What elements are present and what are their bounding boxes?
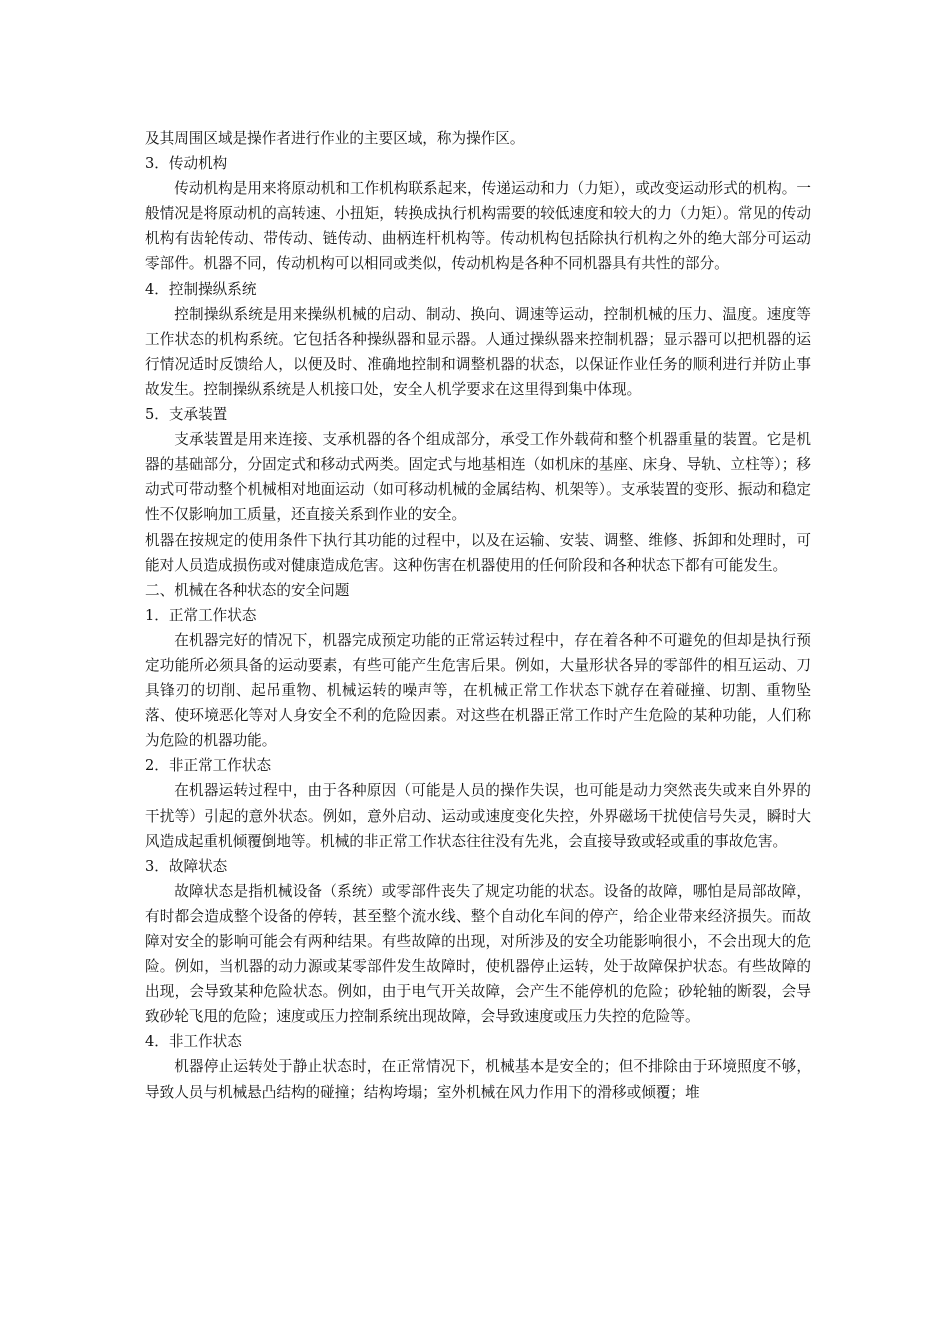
heading-support-device: 5．支承装置: [145, 406, 228, 424]
paragraph-transmission-mechanism: 传动机构是用来将原动机和工作机构联系起来，传递运动和力（力矩），或改变运动形式的机构。一般情况是将原动机的高转速、小扭矩，转换成执行机构需要的较低速度和较大的力（力矩）。常见的传动机构有齿轮传动、带传动、链传动、曲柄连杆机构等。传动机构包括除执行机构之外的绝大部分可运动零部件。机器不同，传动机构可以相同或类似，传动机构是各种不同机器具有共性的部分。: [145, 180, 811, 273]
document-body: [145, 126, 811, 1105]
paragraph-non-working-state: 机器停止运转处于静止状态时，在正常情况下，机械基本是安全的；但不排除由于环境照度不够，导致人员与机械悬凸结构的碰撞；结构垮塌；室外机械在风力作用下的滑移或倾覆；堆: [145, 1058, 811, 1101]
heading-control-system: 4．控制操纵系统: [145, 280, 257, 298]
paragraph-operation-area: 及其周围区域是操作者进行作业的主要区域，称为操作区。: [145, 130, 525, 147]
paragraph-normal-state: 在机器完好的情况下，机器完成预定功能的正常运转过程中，存在着各种不可避免的但却是执行预定功能所必须具备的运动要素，有些可能产生危害后果。例如，大量形状各异的零部件的相互运动、刀具锋刃的切削、起吊重物、机械运转的噪声等，在机械正常工作状态下就存在着碰撞、切割、重物坠落、使环境恶化等对人身安全不利的危险因素。对这些在机器正常工作时产生危险的某种功能，人们称为危险的机器功能。: [145, 631, 811, 750]
paragraph-fault-state: 故障状态是指机械设备（系统）或零部件丧失了规定功能的状态。设备的故障，哪怕是局部故障，有时都会造成整个设备的停转，甚至整个流水线、整个自动化车间的停产，给企业带来经济损失。而故障对安全的影响可能会有两种结果。有些故障的出现，对所涉及的安全功能影响很小，不会出现大的危险。例如，当机器的动力源或某零部件发生故障时，使机器停止运转，处于故障保护状态。有些故障的出现，会导致某种危险状态。例如，由于电气开关故障，会产生不能停机的危险；砂轮轴的断裂，会导致砂轮飞甩的危险；速度或压力控制系统出现故障，会导致速度或压力失控的危险等。: [145, 882, 811, 1026]
paragraph-machine-hazard: 机器在按规定的使用条件下执行其功能的过程中，以及在运输、安装、调整、维修、拆卸和处理时，可能对人员造成损伤或对健康造成危害。这种伤害在机器使用的任何阶段和各种状态下都有可能发生。: [145, 531, 811, 574]
heading-normal-state: 1．正常工作状态: [145, 606, 257, 624]
section-heading-safety-states: 二、机械在各种状态的安全问题: [145, 581, 350, 599]
heading-fault-state: 3．故障状态: [145, 857, 228, 875]
paragraph-abnormal-state: 在机器运转过程中，由于各种原因（可能是人员的操作失误，也可能是动力突然丧失或来自外界的干扰等）引起的意外状态。例如，意外启动、运动或速度变化失控，外界磁场干扰使信号失灵，瞬时大风造成起重机倾覆倒地等。机械的非正常工作状态往往没有先兆，会直接导致或轻或重的事故危害。: [145, 782, 811, 850]
paragraph-control-system: 控制操纵系统是用来操纵机械的启动、制动、换向、调速等运动，控制机械的压力、温度。速度等工作状态的机构系统。它包括各种操纵器和显示器。人通过操纵器来控制机器；显示器可以把机器的运行情况适时反馈给人，以便及时、准确地控制和调整机器的状态，以保证作业任务的顺利进行并防止事故发生。控制操纵系统是人机接口处，安全人机学要求在这里得到集中体现。: [145, 305, 811, 398]
heading-transmission-mechanism: 3．传动机构: [145, 155, 228, 173]
paragraph-support-device: 支承装置是用来连接、支承机器的各个组成部分，承受工作外载荷和整个机器重量的装置。它是机器的基础部分，分固定式和移动式两类。固定式与地基相连（如机床的基座、床身、导轨、立柱等）；移动式可带动整个机械相对地面运动（如可移动机械的金属结构、机架等）。支承装置的变形、振动和稳定性不仅影响加工质量，还直接关系到作业的安全。: [145, 431, 811, 524]
heading-non-working-state: 4．非工作状态: [145, 1033, 242, 1051]
heading-abnormal-state: 2．非正常工作状态: [145, 757, 272, 775]
